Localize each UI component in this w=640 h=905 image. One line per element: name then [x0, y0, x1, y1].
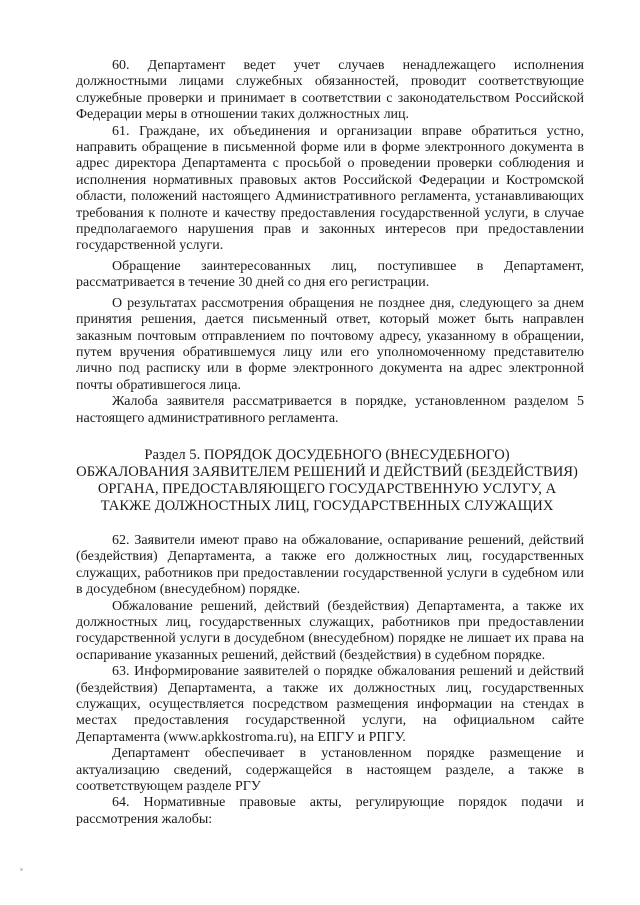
section-heading-line-2: ОБЖАЛОВАНИЯ ЗАЯВИТЕЛЕМ РЕШЕНИЙ И ДЕЙСТВИЙ (БЕЗДЕЙСТВИЯ) — [76, 463, 578, 480]
paragraph-complaint: Жалоба заявителя рассматривается в порядке, установленном разделом 5 настоящего административного регламента. — [76, 394, 584, 426]
paragraph-appeal-result: О результатах рассмотрения обращения не позднее дня, следующего за днем принятия решения, дается письменный ответ, который может быть направлен заказным почтовым отправлением по почтовому адресу, указанному в обращении, путем вручения обратившемуся лицу или его уполномоченному представителю лично под расписку или в форме электронного документа на адрес электронной почты обратившегося лица. — [76, 295, 584, 393]
paragraph-63: 63. Информирование заявителей о порядке обжалования решений и действий (бездействия) Департамента, а также их должностных лиц, государственных служащих, осуществляется посредством размещения информации на стендах в местах предоставления государственной услуги, на официальном сайте Департамента (www.apkkostroma.ru), на ЕПГУ и РПГУ. — [76, 664, 584, 745]
paragraph-appeal-term: Обращение заинтересованных лиц, поступившее в Департамент, рассматривается в течение 30 дней со дня его регистрации. — [76, 258, 584, 291]
section-heading-line-4: ТАКЖЕ ДОЛЖНОСТНЫХ ЛИЦ, ГОСУДАРСТВЕННЫХ СЛУЖАЩИХ — [100, 497, 554, 514]
paragraph-62: 62. Заявители имеют право на обжалование, оспаривание решений, действий (бездействия) Департамента, а также его должностных лиц, государственных служащих, работников при предоставлении государственной услуги в судебном или в досудебном (внесудебном) порядке. — [76, 532, 584, 598]
paragraph-department-duty: Департамент обеспечивает в установленном порядке размещение и актуализацию сведений, содержащейся в настоящем разделе, а также в соответствующем разделе РГУ — [76, 746, 584, 795]
paragraph-61: 61. Граждане, их объединения и организации вправе обратиться устно, направить обращение в письменной форме или в форме электронного документа в адрес директора Департамента с просьбой о проведении проверки соблюдения и исполнения нормативных правовых актов Российской Федерации и Костромской области, положений настоящего Административного регламента, устанавливающих требования к полноте и качеству предоставления государственной услуги, в случае предполагаемого нарушения прав и законных интересов при предоставлении государственной услуги. — [76, 123, 584, 254]
paragraph-60: 60. Департамент ведет учет случаев ненадлежащего исполнения должностными лицами служебных обязанностей, проводит соответствующие служебные проверки и принимает в соответствии с законодательством Российской Федерации меры в отношении таких должностных лиц. — [76, 58, 584, 123]
paragraphs-bottom — [76, 533, 584, 828]
section-heading-line-1: Раздел 5. ПОРЯДОК ДОСУДЕБНОГО (ВНЕСУДЕБНОГО) — [144, 446, 510, 463]
section-heading-line-3: ОРГАНА, ПРЕДОСТАВЛЯЮЩЕГО ГОСУДАРСТВЕННУЮ УСЛУГУ, А — [97, 480, 557, 497]
paragraphs-top — [76, 58, 584, 427]
paragraph-64: 64. Нормативные правовые акты, регулирующие порядок подачи и рассмотрения жалобы: — [76, 795, 584, 827]
section-heading — [70, 447, 584, 515]
paragraph-appeal-rights: Обжалование решений, действий (бездействия) Департамента, а также их должностных лиц, государственных служащих, работников при предоставлении государственной услуги в досудебном (внесудебном) порядке не лишает их права на оспаривание указанных решений, действий (бездействия) в судебном порядке. — [76, 598, 584, 663]
scan-speck — [20, 868, 23, 871]
